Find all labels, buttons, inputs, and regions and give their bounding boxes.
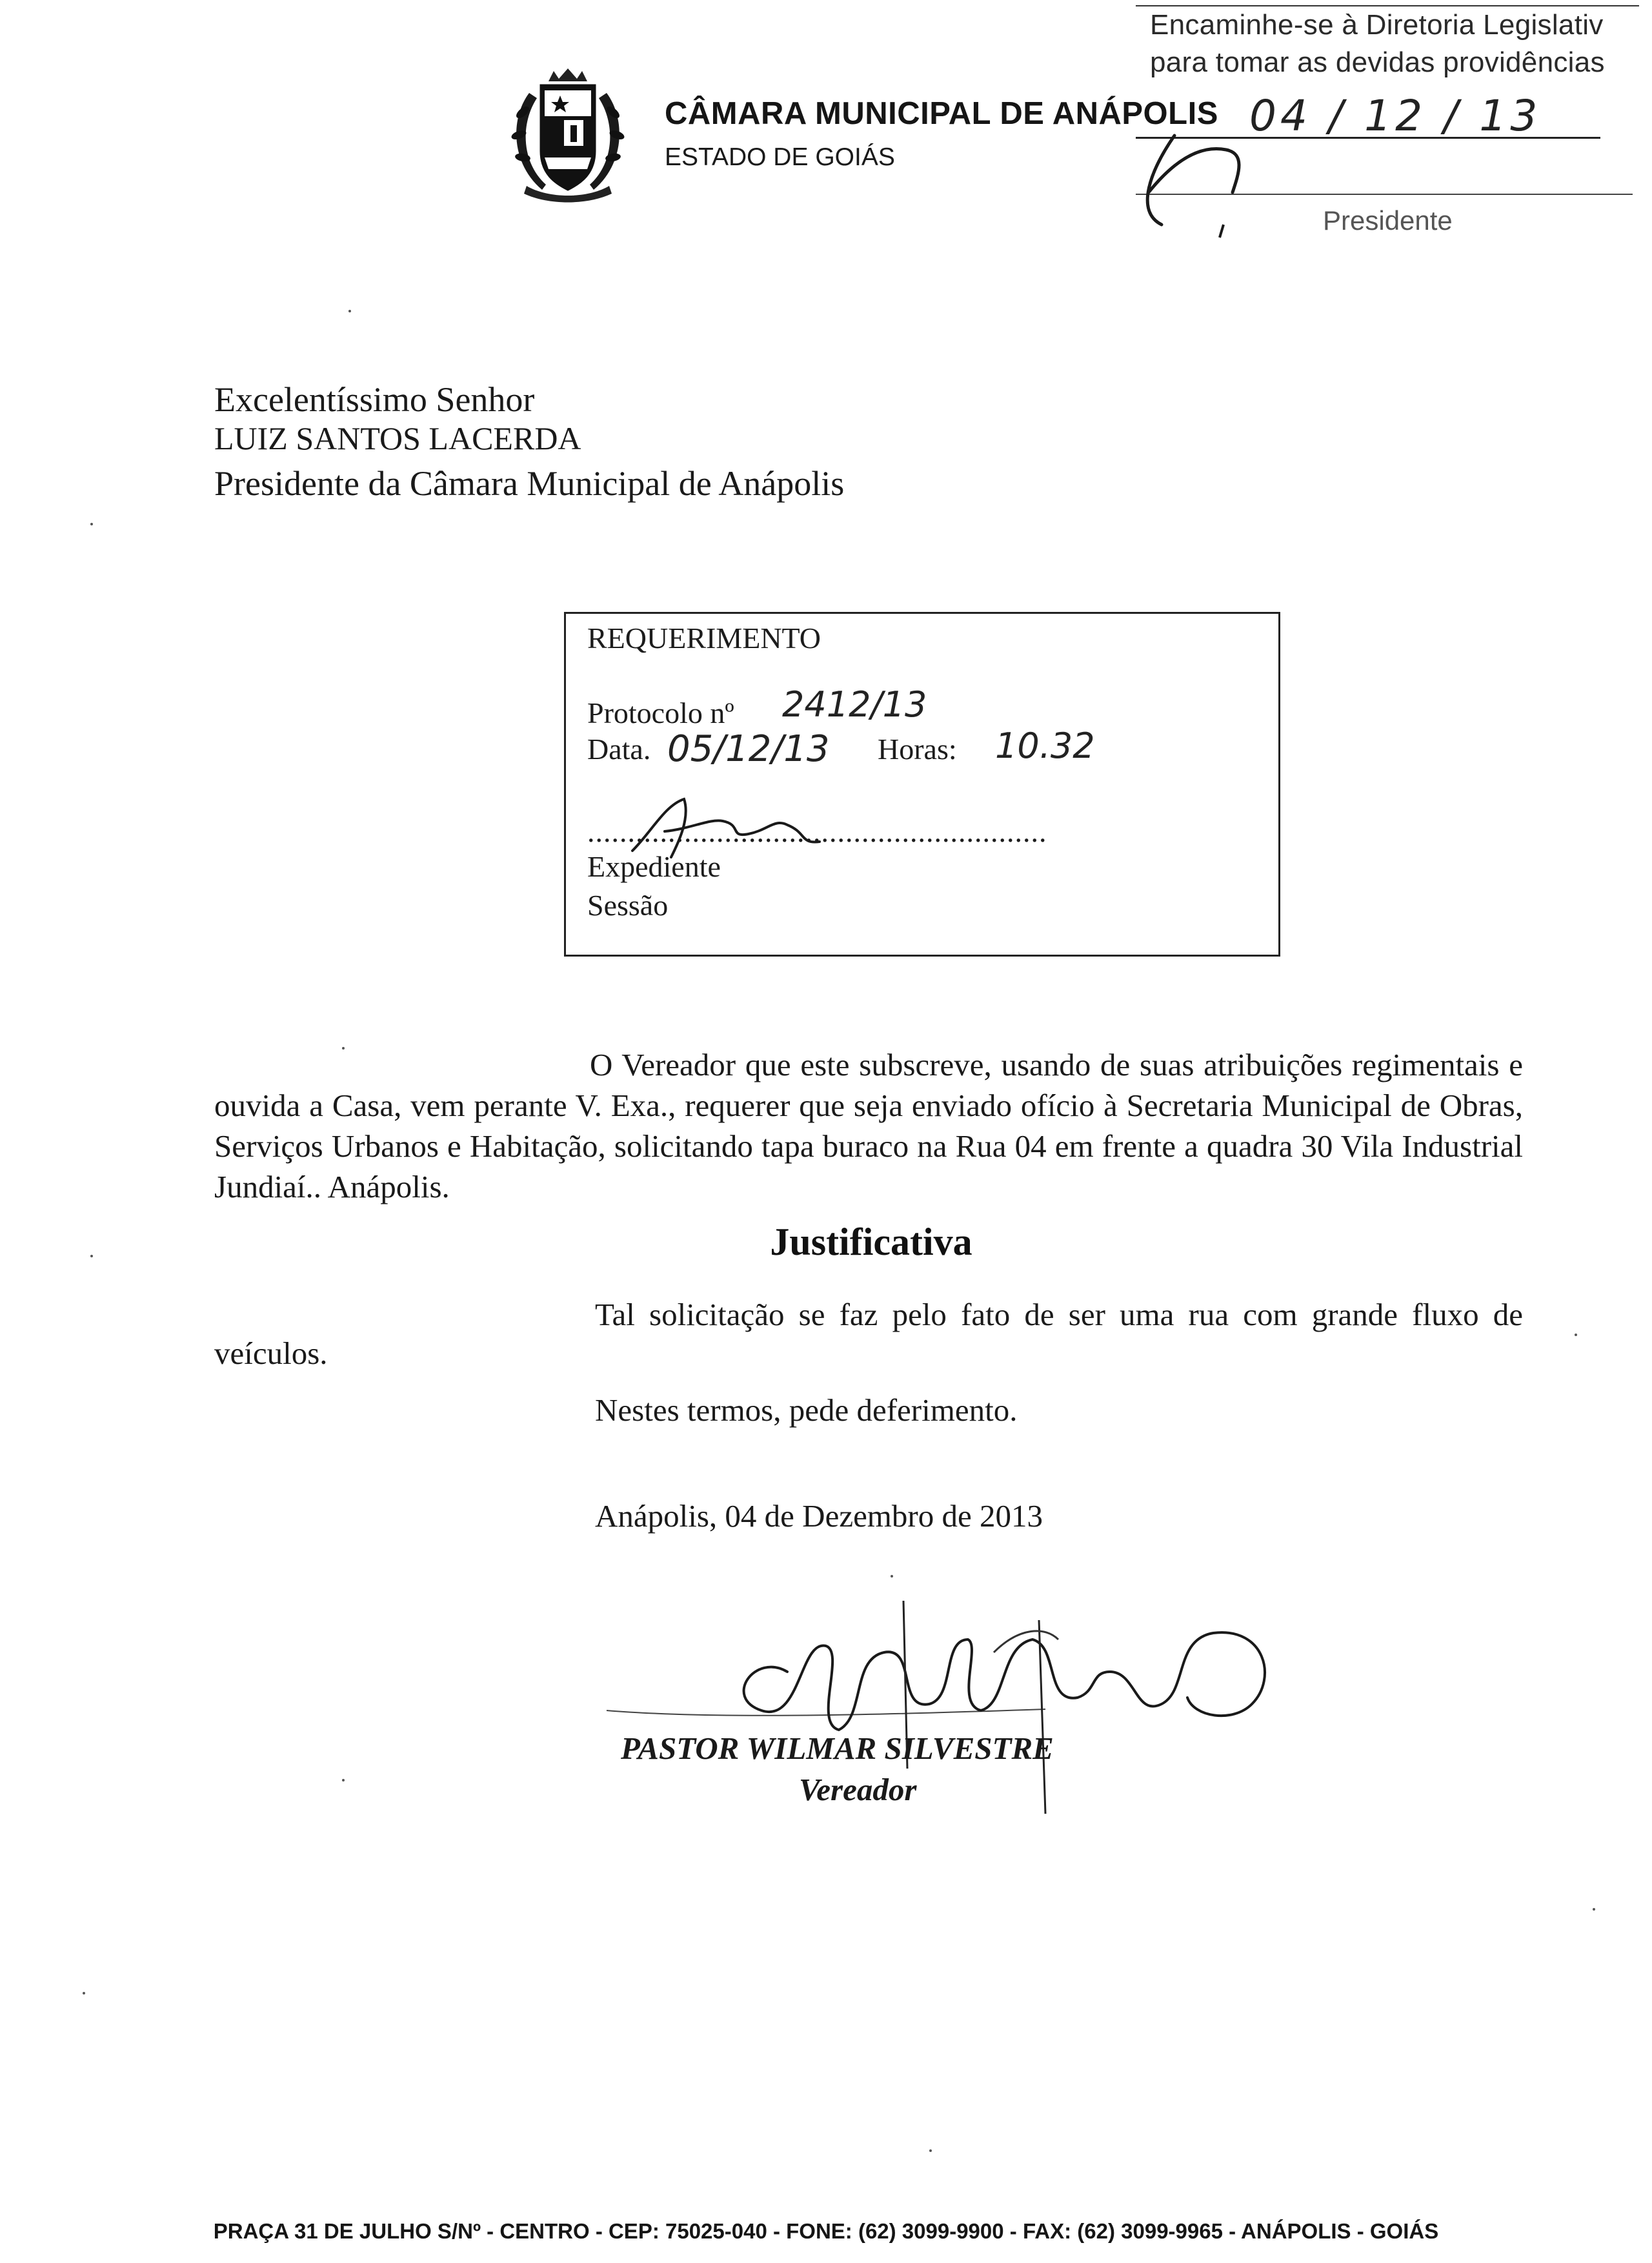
stamp-signer-title: Presidente bbox=[1323, 205, 1453, 236]
scan-speck bbox=[1593, 1908, 1595, 1911]
request-paragraph bbox=[214, 1044, 1523, 1207]
date-value: 05/12/13 bbox=[667, 728, 830, 770]
coat-of-arms-icon bbox=[503, 67, 632, 203]
signatory-role: Vereador bbox=[799, 1772, 917, 1807]
receipt-heading: REQUERIMENTO bbox=[587, 622, 821, 655]
footer-address: PRAÇA 31 DE JULHO S/Nº - CENTRO - CEP: 75025-040 - FONE: (62) 3099-9900 - FAX: (62) 3099-9965 - ANÁPOLIS - GOIÁS bbox=[213, 2219, 1439, 2243]
protocol-label: Protocolo nº bbox=[587, 696, 734, 729]
scan-speck bbox=[342, 1779, 345, 1781]
scan-speck bbox=[342, 1047, 345, 1050]
institution-state: ESTADO DE GOIÁS bbox=[665, 143, 895, 171]
protocol-number: 2412/13 bbox=[782, 684, 927, 725]
receiver-signature-line: ......................................................... bbox=[587, 815, 1047, 848]
stamp-instruction-line2: para tomar as devidas providências bbox=[1150, 46, 1605, 78]
scan-speck bbox=[83, 1992, 85, 1994]
institution-title: CÂMARA MUNICIPAL DE ANÁPOLIS bbox=[665, 96, 1218, 131]
stamp-top-border bbox=[1136, 5, 1639, 6]
stamp-instruction-line1: Encaminhe-se à Diretoria Legislativ bbox=[1150, 9, 1604, 41]
time-value: 10.32 bbox=[995, 726, 1095, 766]
stamp-handwritten-date: 04 / 12 / 13 bbox=[1249, 91, 1542, 141]
justification-heading: Justificativa bbox=[770, 1221, 972, 1263]
signatory-name: PASTOR WILMAR SILVESTRE bbox=[621, 1730, 1054, 1766]
stamp-handwriting bbox=[1123, 83, 1613, 244]
addressee-title: Presidente da Câmara Municipal de Anápolis bbox=[214, 464, 845, 503]
scan-speck bbox=[90, 523, 93, 525]
scan-speck bbox=[1575, 1334, 1577, 1336]
justification-line1: Tal solicitação se faz pelo fato de ser uma rua com grande fluxo de bbox=[595, 1297, 1523, 1332]
addressee-salutation: Excelentíssimo Senhor bbox=[214, 380, 535, 419]
time-label: Horas: bbox=[878, 733, 957, 766]
justification-line2: veículos. bbox=[214, 1335, 328, 1371]
scan-speck bbox=[90, 1255, 93, 1257]
scan-speck bbox=[891, 1575, 893, 1578]
request-text: O Vereador que este subscreve, usando de suas atribuições regimentais e ouvida a Casa, vem perante V. Exa., requerer que seja enviado ofício à Secretaria Municipal de Obras, Serviços Urbanos e Habitação, solicitando tapa buraco na Rua 04 em frente a quadra 30 Vila Industrial Jundiaí.. Anápolis. bbox=[214, 1047, 1523, 1204]
receipt-stamp-box bbox=[564, 612, 1280, 957]
closing-formula: Nestes termos, pede deferimento. bbox=[595, 1392, 1018, 1428]
place-and-date: Anápolis, 04 de Dezembro de 2013 bbox=[595, 1498, 1043, 1534]
handwritten-signature bbox=[594, 1601, 1323, 1840]
option-expediente: Expediente bbox=[587, 850, 721, 883]
scan-speck bbox=[929, 2149, 932, 2152]
date-label: Data. bbox=[587, 733, 651, 766]
addressee-name: LUIZ SANTOS LACERDA bbox=[214, 420, 581, 456]
scan-speck bbox=[348, 310, 351, 312]
option-sessao: Sessão bbox=[587, 889, 669, 922]
